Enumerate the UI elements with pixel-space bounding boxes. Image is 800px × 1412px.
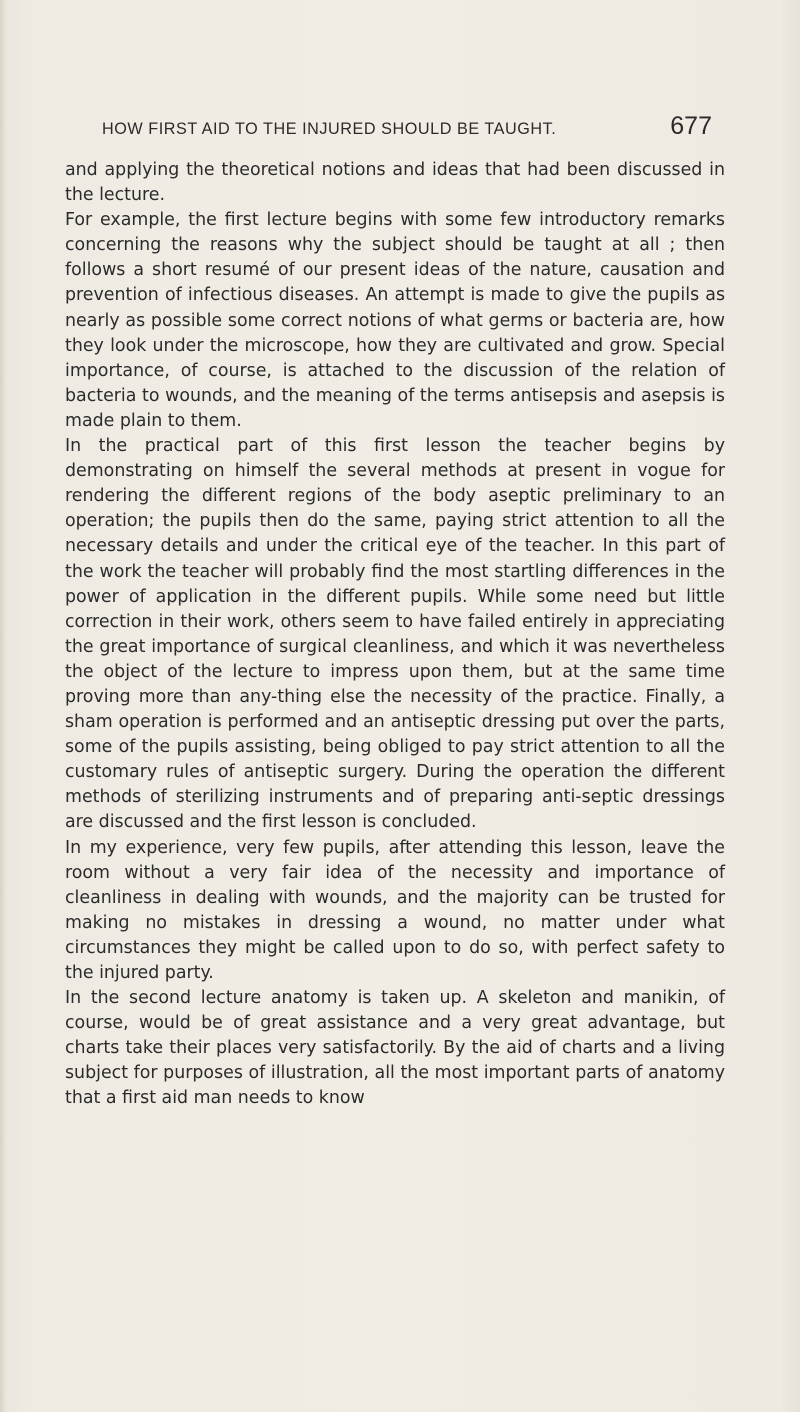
paragraph-1: and applying the theoretical notions and ideas that had been discussed in the lecture. xyxy=(65,160,725,206)
running-title: HOW FIRST AID TO THE INJURED SHOULD BE TAUGHT. xyxy=(102,120,557,138)
paragraph-5: In the second lecture anatomy is taken up. A skeleton and manikin, of course, would be of great assistance and a very great advantage, but charts take their places very satisfactorily. By the aid of charts and a living subject for purposes of illustration, all the most important parts of anatomy that a first aid man needs to know xyxy=(65,988,725,1109)
running-head xyxy=(102,112,712,146)
page-gutter-shadow xyxy=(0,0,6,1412)
paragraph-4: In my experience, very few pupils, after attending this lesson, leave the room without a very fair idea of the necessity and importance of cleanliness in dealing with wounds, and the majority can be trusted for making no mistakes in dressing a wound, no matter under what circumstances they might be called upon to do so, with perfect safety to the injured party. xyxy=(65,837,725,983)
page-number: 677 xyxy=(670,112,712,140)
paragraph-2: For example, the first lecture begins with some few introductory remarks concerning the reasons why the subject should be taught at all ; then follows a short resumé of our present ideas of the nature, causation and prevention of infectious diseases. An attempt is made to give the pupils as nearly as possible some correct notions of what germs or bacteria are, how they look under the microscope, how they are cultivated and grow. Special importance, of course, is attached to the discussion of the relation of bacteria to wounds, and the meaning of the terms antisepsis and asepsis is made plain to them. xyxy=(65,210,725,431)
paragraph-3: In the practical part of this first lesson the teacher begins by demonstrating on himself the several methods at present in vogue for rendering the different regions of the body aseptic preliminary to an operation; the pupils then do the same, paying strict attention to all the necessary details and under the critical eye of the teacher. In this part of the work the teacher will probably find the most startling differences in the power of application in the different pupils. While some need but little correction in their work, others seem to have failed entirely in appreciating the great importance of surgical cleanliness, and which it was nevertheless the object of the lecture to impress upon them, but at the same time proving more than any-thing else the necessity of the practice. Finally, a sham operation is performed and an antiseptic dressing put over the parts, some of the pupils assisting, being obliged to pay strict attention to all the customary rules of antiseptic surgery. During the operation the different methods of sterilizing instruments and of preparing anti-septic dressings are discussed and the first lesson is concluded. xyxy=(65,436,725,833)
body-text xyxy=(65,158,725,1112)
